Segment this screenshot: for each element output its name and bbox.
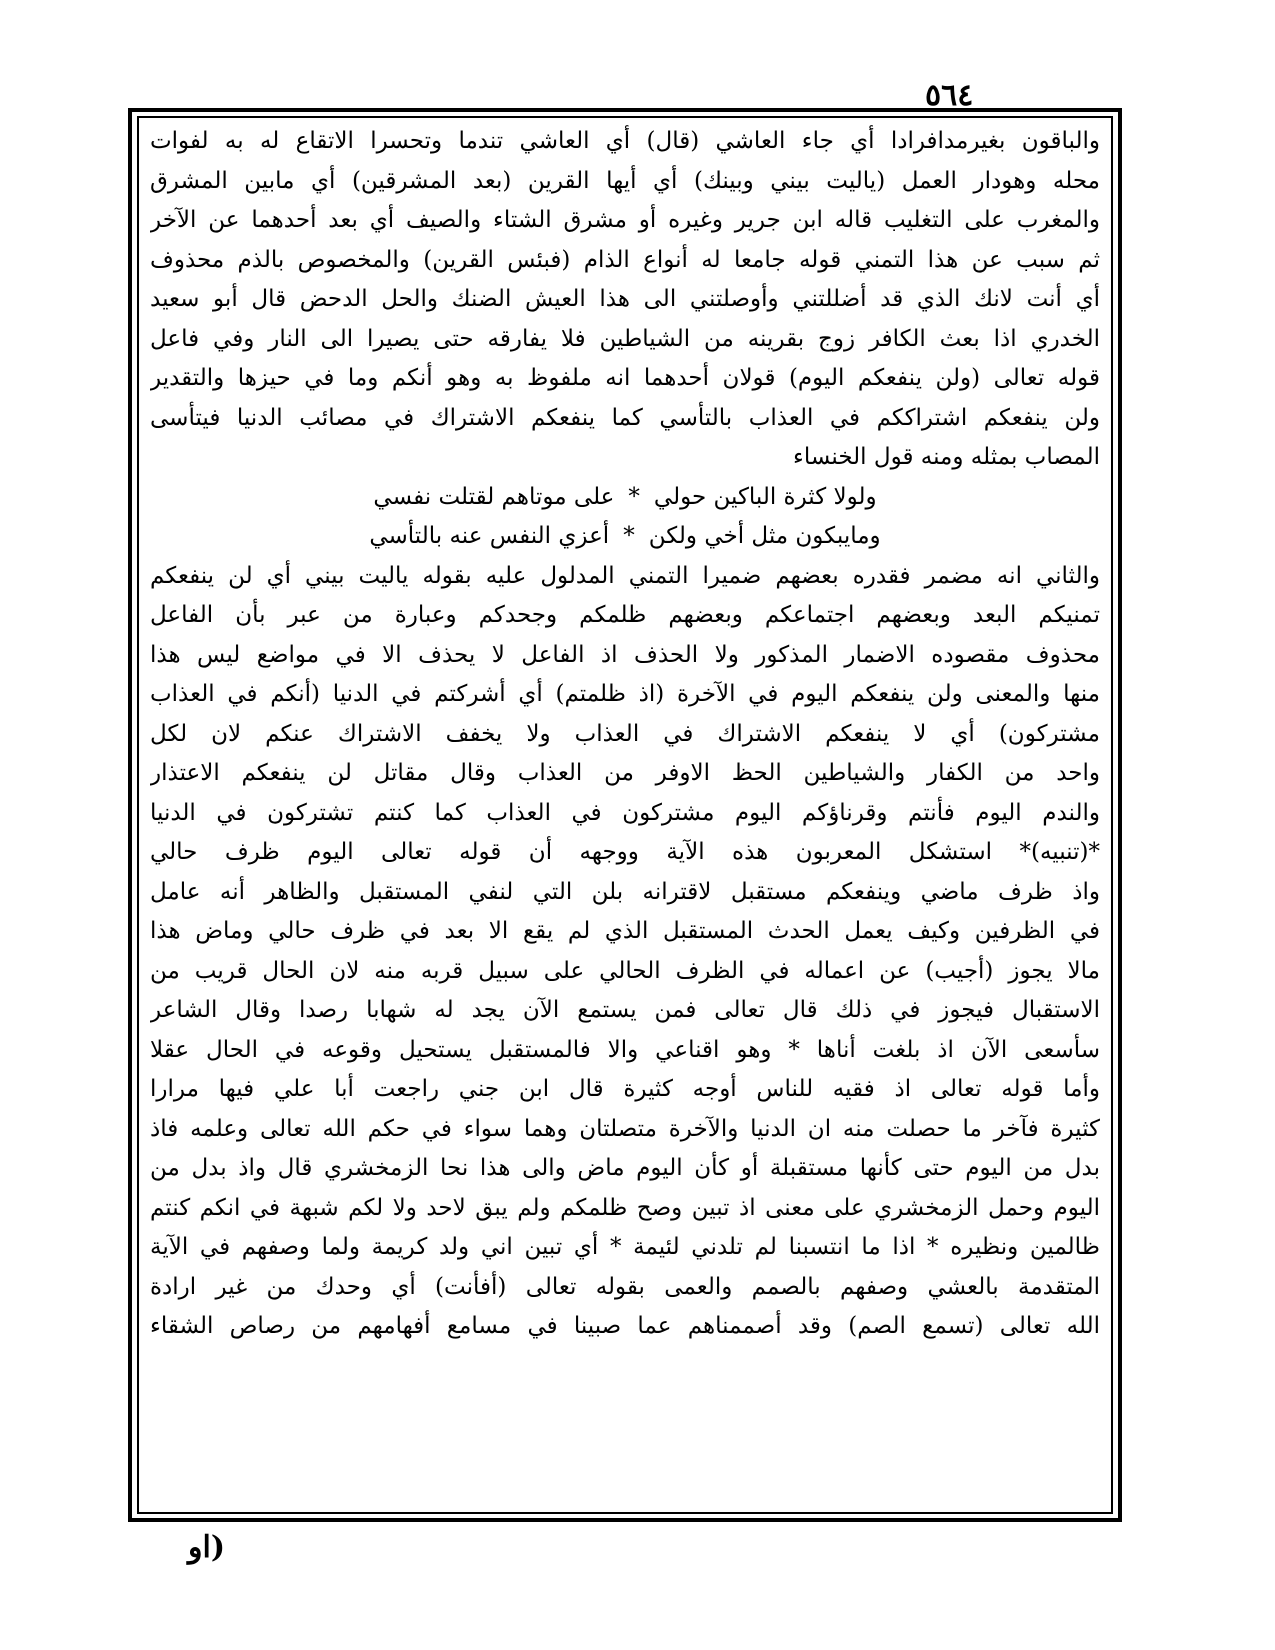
catchword: (او xyxy=(188,1530,226,1565)
verse-second-hemistich: أعزي النفس عنه بالتأسي xyxy=(369,523,610,549)
verse-second-hemistich: على موتاهم لقتلت نفسي xyxy=(373,483,615,510)
text-line: المصاب بمثله ومنه قول الخنساء xyxy=(793,444,1100,470)
text-line: الله تعالى (تسمع الصم) وقد أصممناهم عما صبينا في مسامع أفهامهم من رصاص الشقاء xyxy=(150,1313,1100,1339)
text-line: ولن ينفعكم اشتراككم في العذاب بالتأسي كما ينفعكم الاشتراك في مصائب الدنيا فيتأسى xyxy=(150,404,1100,431)
verse-separator: * xyxy=(628,483,640,510)
text-line: منها والمعنى ولن ينفعكم اليوم في الآخرة (اذ ظلمتم) أي أشركتم في الدنيا (أنكم في العذاب xyxy=(150,681,1100,707)
text-line: قوله تعالى (ولن ينفعكم اليوم) قولان أحدهما انه ملفوظ به وهو أنكم وما في حيزها والتقدير xyxy=(150,365,1100,391)
text-line: تمنيكم البعد وبعضهم اجتماعكم وبعضهم ظلمكم وجحدكم وعبارة من عبر بأن الفاعل xyxy=(150,602,1100,628)
page-number: ٥٦٤ xyxy=(925,78,974,113)
text-line: سأسعى الآن اذ بلغت أناها * وهو اقناعي والا فالمستقبل يستحيل وقوعه في الحال عقلا xyxy=(150,1036,1100,1063)
text-line: والمغرب على التغليب قاله ابن جرير وغيره أو مشرق الشتاء والصيف أي بعد أحدهما عن الآخر xyxy=(150,207,1100,233)
text-line: والندم اليوم فأنتم وقرناؤكم اليوم مشتركون في العذاب كما كنتم تشتركون في الدنيا xyxy=(150,799,1100,826)
text-line: كثيرة فآخر ما حصلت منه ان الدنيا والآخرة متصلتان وهما سواء في حكم الله تعالى وعلمه فاذ xyxy=(150,1115,1100,1142)
poetry-verse xyxy=(150,517,1100,557)
text-line: *(تنبيه)* استشكل المعربون هذه الآية ووجهه أن قوله تعالى اليوم ظرف حالي xyxy=(150,839,1100,865)
text-line: في الظرفين وكيف يعمل الحدث المستقبل الذي لم يقع الا بعد في ظرف حالي وماض هذا xyxy=(150,918,1100,944)
verse-separator: * xyxy=(623,523,635,549)
text-line: اليوم وحمل الزمخشري على معنى اذ تبين وصح ظلمكم ولم يبق لاحد ولا لكم شبهة في انكم كنتم xyxy=(150,1194,1100,1221)
text-line: محله وهودار العمل (ياليت بيني وبينك) أي أيها القرين (بعد المشرقين) أي مابين المشرق xyxy=(150,167,1100,194)
main-text xyxy=(150,122,1100,1512)
text-line: واذ ظرف ماضي وينفعكم مستقبل لاقترانه بلن التي لنفي المستقبل والظاهر أنه عامل xyxy=(150,878,1100,905)
poetry-verse xyxy=(150,478,1100,518)
text-line: أي أنت لانك الذي قد أضللتني وأوصلتني الى هذا العيش الضنك والحل الدحض قال أبو سعيد xyxy=(150,286,1100,312)
text-line: والثاني انه مضمر فقدره بعضهم ضميرا التمني المدلول عليه بقوله ياليت بيني أي لن ينفعكم xyxy=(150,562,1100,589)
text-line: بدل من اليوم حتى كأنها مستقبلة أو كأن اليوم ماض والى هذا نحا الزمخشري قال واذ بدل من xyxy=(150,1155,1100,1181)
text-line: مشتركون) أي لا ينفعكم الاشتراك في العذاب ولا يخفف الاشتراك عنكم لان لكل xyxy=(150,720,1100,747)
text-line: الخدري اذا بعث الكافر زوج بقرينه من الشياطين فلا يفارقه حتى يصيرا الى النار وفي فاعل xyxy=(150,325,1100,352)
text-line: والباقون بغيرمدافرادا أي جاء العاشي (قال) أي العاشي تندما وتحسرا الاتقاع له به لفوات xyxy=(150,128,1100,154)
text-line: واحد من الكفار والشياطين الحظ الاوفر من العذاب وقال مقاتل لن ينفعكم الاعتذار xyxy=(150,760,1100,786)
text-line: المتقدمة بالعشي وصفهم بالصمم والعمى بقوله تعالى (أفأنت) أي وحدك من غير ارادة xyxy=(150,1273,1100,1300)
text-line: الاستقبال فيجوز في ذلك قال تعالى فمن يستمع الآن يجد له شهابا رصدا وقال الشاعر xyxy=(150,997,1100,1023)
text-line: ثم سبب عن هذا التمني قوله جامعا له أنواع الذام (فبئس القرين) والمخصوص بالذم محذوف xyxy=(150,246,1100,273)
text-line: مالا يجوز (أجيب) عن اعماله في الظرف الحالي على سبيل قربه منه لان الحال قريب من xyxy=(150,957,1100,984)
text-line: محذوف مقصوده الاضمار المذكور ولا الحذف اذ الفاعل لا يحذف الا في مواضع ليس هذا xyxy=(150,641,1100,668)
verse-first-hemistich: ومايبكون مثل أخي ولكن xyxy=(648,523,881,549)
text-line: ظالمين ونظيره * اذا ما انتسبنا لم تلدني لئيمة * أي تبين اني ولد كريمة ولما وصفهم في الآية xyxy=(150,1234,1100,1260)
verse-first-hemistich: ولولا كثرة الباكين حولي xyxy=(653,483,877,510)
text-line: وأما قوله تعالى اذ فقيه للناس أوجه كثيرة قال ابن جني راجعت أبا علي فيها مرارا xyxy=(150,1076,1100,1102)
